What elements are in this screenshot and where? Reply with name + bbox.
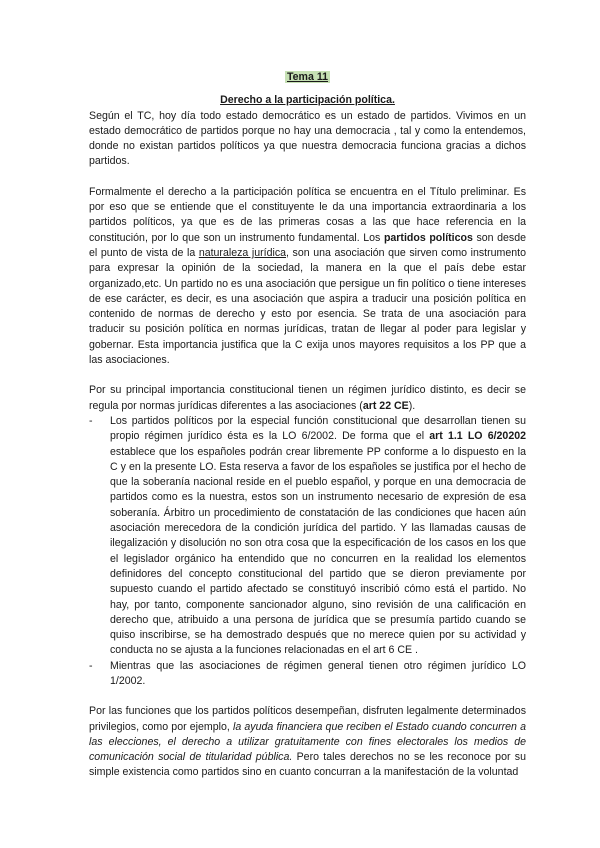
topic-heading	[89, 70, 526, 85]
paragraph-2-bold: partidos políticos	[383, 231, 473, 244]
paragraph-4-italic: la ayuda financiera que reciben el Estado cuando concurren a las elecciones, el derecho a utilizar gratuitamente con fines electorales los medios de comunicación social de titularidad pública.	[89, 720, 527, 764]
list-item-1-text-c: establece que los españoles podrán crear libremente PP conforme a lo dispuesto en la C y en la presente LO. Esta reserva a favor de los españoles se justifica por el hecho de que la soberanía nacional reside en el pueblo español, y porque en una democracia de partidos como es la nuestra, estos son un instrumento necesario de expresión de esa soberanía. Árbitro un procedimiento de constatación de las condiciones que hacen aún asociación merecedora de la condición jurídica del partido. Y las llamadas causas de ilegalización y disolución no son otra cosa que la especificación de los casos en los que el legislador orgánico ha entendido que no concurren en la realidad los elementos definidores del concepto constitucional del partido que se dieron previamente por supuesto cuando el partido afectado se constituyó inscribió cómo está el partido. No hay, por tanto, componente sancionador alguno, sino revisión de una calificación en derecho que, atribuido a una persona de jurídica que se presumía partido cuando se quiso inscribirse, se ha demostrado después que no merece quien por su actividad y conducta no se ajusta a la funciones relacionadas en el art 6 CE .	[110, 445, 526, 657]
paragraph-1: Según el TC, hoy día todo estado democrático es un estado de partidos. Vivimos en un estado democrático de partidos porque no hay una democracia , tal y como la entendemos, donde no existan partidos políticos ya que nuestra democracia funciona gracias a dichos partidos.	[89, 109, 526, 168]
paragraph-2	[89, 185, 526, 369]
paragraph-2-text-a: Formalmente el derecho a la participación política se encuentra en el Título preliminar. Es por eso que se entiende que el constituyente le da una importancia extraordinaria a los partidos políticos, ya que es de las primeras cosas a las que hace referencia en la constitución, por lo que son un instrumento fundamental. Los	[89, 185, 526, 244]
paragraph-2-underline: naturaleza jurídica	[198, 246, 287, 259]
paragraph-2-text-c: son desde el punto de vista de la	[89, 231, 526, 259]
list-item-2-text: Mientras que las asociaciones de régimen general tienen otro régimen jurídico LO 1/2002.	[110, 659, 526, 687]
paragraph-3-bold: art 22 CE	[362, 399, 409, 412]
list-item	[110, 414, 526, 659]
dash-list	[89, 414, 526, 689]
paragraph-4	[89, 704, 526, 780]
paragraph-4-text-c: Pero tales derechos no se les reconoce por su simple existencia como partidos sino en cuanto concurran a la manifestación de la voluntad	[89, 751, 526, 779]
paragraph-3-text-a: Por su principal importancia constitucional tienen un régimen jurídico distinto, es decir se regula por normas jurídicas diferentes a las asociaciones (	[89, 384, 526, 412]
topic-label: Tema 11	[286, 71, 329, 83]
section-title: Derecho a la participación política.	[220, 94, 395, 107]
paragraph-2-text-e: , son una asociación que sirven como instrumento para expresar la opinión de la sociedad, la manera en la que el país debe estar organizado,etc. Un partido no es una asociación que persigue un fin político o tiene intereses de ese carácter, es decir, es una asociación que aspira a traducir una posición política en contenido de normas de derecho y esto por esencia. Se trata de una asociación para traducir su posición política en normas jurídicas, tratan de llegar al poder para legislar y gobernar. Esta importancia justifica que la C exija unos mayores requisitos a los PP que a las asociaciones.	[89, 246, 526, 367]
paragraph-3	[89, 383, 526, 414]
paragraph-3-text-c: ).	[408, 399, 416, 412]
list-item	[110, 659, 526, 690]
paragraph-4-text-a: Por las funciones que los partidos políticos desempeñan, disfruten legalmente determinados privilegios, como por ejemplo,	[89, 705, 526, 733]
list-item-1-bold: art 1.1 LO 6/20202	[429, 430, 526, 443]
list-item-1-text-a: Los partidos políticos por la especial función constitucional que desarrollan tienen su propio régimen jurídico ésta es la LO 6/2002. De forma que el	[110, 414, 526, 443]
